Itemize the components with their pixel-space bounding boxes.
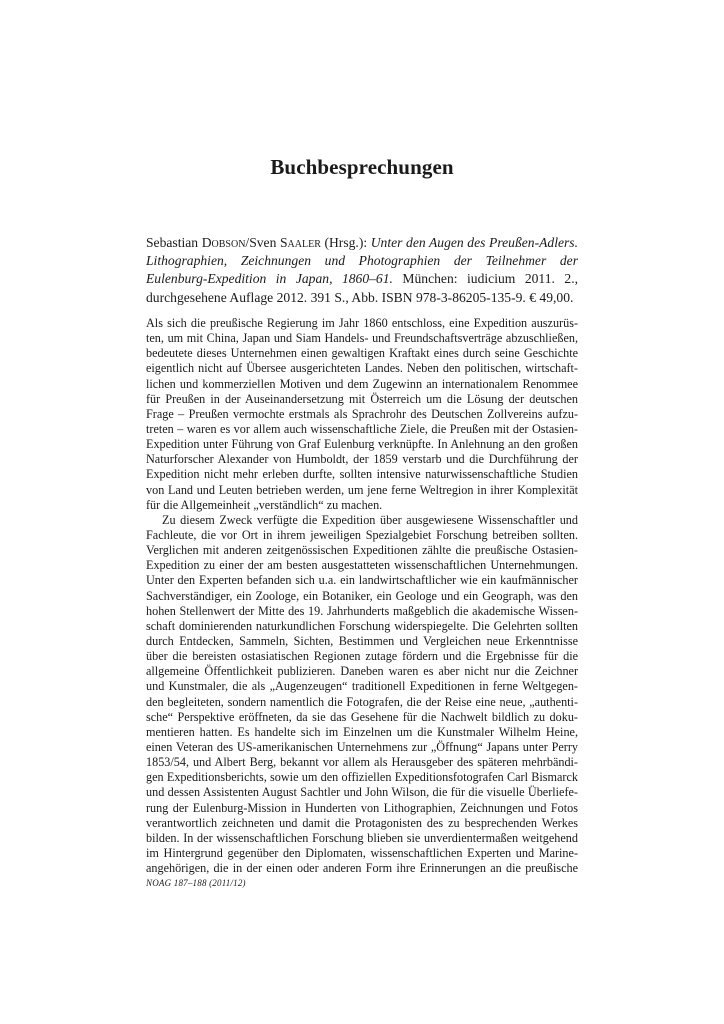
- body-line: lichen und kommerziellen Motiven und dem Zugewinn an internationalem Renommee: [146, 376, 578, 391]
- body-line: 1853/54, und Albert Berg, bekannt vor allem als Herausgeber des späteren mehrbändi-: [146, 755, 578, 770]
- body-line: Fachleute, die vor Ort in ihrem jeweiligen Spezialgebiet Forschung betreiben sollten.: [146, 527, 578, 542]
- body-line: schaft dominierenden naturkundlichen Forschung widerspiegelte. Die Gelehrten sollten: [146, 618, 578, 633]
- body-line: allgemeine Öffentlichkeit publizieren. Daneben waren es aber nicht nur die Zeichner: [146, 664, 578, 679]
- publication-details: München: iudicium 2011. 2., durchgesehene Auflage 2012. 391 S., Abb. ISBN 978-3-86205-135-9. € 49,00.: [146, 271, 579, 305]
- body-line: hohen Stellenwert der Mitte des 19. Jahrhunderts maßgeblich die akademische Wissen-: [146, 603, 578, 618]
- page-title: Buchbesprechungen: [270, 155, 454, 179]
- body-line: mentieren hatten. Es handelte sich im Einzelnen um die Kunstmaler Wilhelm Heine,: [146, 724, 578, 739]
- body-line: Verglichen mit anderen zeitgenössischen Expeditionen zählte die preußische Ostasien-: [146, 543, 578, 558]
- body-line: rung der Eulenburg-Mission in Hunderten von Lithographien, Zeichnungen und Fotos: [146, 800, 578, 815]
- body-line: Sachverständiger, ein Zoologe, ein Botaniker, ein Geologe und ein Geograph, was den: [146, 588, 578, 603]
- author2-last-name: Saaler: [279, 235, 321, 250]
- body-line: Expedition unter Führung von Graf Eulenburg verknüpfte. In Anlehnung an den großen: [146, 437, 578, 452]
- body-line: bedeutete dieses Unternehmen einen gewaltigen Kraftakt eines durch seine Geschichte: [146, 346, 578, 361]
- body-line: verantwortlich zeichneten und damit die Protagonisten des zu besprechenden Werkes: [146, 815, 578, 830]
- review-body: [146, 316, 578, 876]
- author1-first-name: Sebastian: [146, 235, 202, 250]
- body-line: Unter den Experten befanden sich u.a. ein landwirtschaftlicher wie ein kaufmännischer: [146, 573, 578, 588]
- body-line: für die Allgemeinheit „verständlich“ zu machen.: [146, 497, 383, 512]
- journal-footer: NOAG 187–188 (2011/12): [146, 878, 246, 888]
- editor-role: (Hrsg.):: [320, 235, 371, 250]
- body-line: von Land und Leuten betrieben werden, um jene ferne Weltregion in ihrer Komplexität: [146, 482, 578, 497]
- book-citation: [146, 234, 578, 307]
- body-line: den begleiteten, sondern namentlich die Fotografen, die der Reise eine neue, „authenti-: [146, 694, 578, 709]
- body-line: im Hintergrund gegenüber den Diplomaten, wissenschaftlichen Experten und Marine-: [146, 845, 578, 860]
- body-line: Frage – Preußen vermochte erstmals als Sprachrohr des Deutschen Zollvereins aufzu-: [146, 406, 578, 421]
- author2-first-name: Sven: [249, 235, 280, 250]
- body-line: und Kunstmaler, die als „Augenzeugen“ traditionell Expeditionen in ferne Weltgegen-: [146, 679, 578, 694]
- body-line: und dessen Assistenten August Sachtler und John Wilson, die für die visuelle Überliefe-: [146, 785, 578, 800]
- body-line: über die bereisten ostasiatischen Regionen zutage fördern und die Ergebnisse für die: [146, 649, 578, 664]
- body-line: durch Entdecken, Sammeln, Sichten, Bestimmen und Vergleichen neue Erkenntnisse: [146, 633, 578, 648]
- body-line: eigentlich nicht auf Übersee ausgerichteten Landes. Neben den politischen, wirtschaft-: [146, 361, 578, 376]
- body-line: sche“ Perspektive eröffneten, da sie das Gesehene für die Nachwelt bildlich zu doku-: [146, 709, 578, 724]
- body-line: Naturforscher Alexander von Humboldt, der 1859 verstarb und die Durchführung der: [146, 452, 578, 467]
- body-line: Expedition nicht mehr erleben durfte, sollten intensive naturwissenschaftliche Studien: [146, 467, 578, 482]
- author1-last-name: Dobson: [201, 235, 246, 250]
- body-line: treten – waren es vor allem auch wissenschaftliche Ziele, die Preußen mit der Ostasien-: [146, 421, 578, 436]
- author-separator: /: [245, 235, 250, 250]
- body-line: gen Expeditionsberichts, sowie um den offiziellen Expeditionsfotografen Carl Bismarck: [146, 770, 578, 785]
- body-line: angehörigen, die in der einen oder anderen Form ihre Erinnerungen an die preußische: [146, 861, 578, 876]
- body-line: für Preußen in der Auseinandersetzung mit Österreich um die Lösung der deutschen: [146, 391, 578, 406]
- body-line: einen Veteran des US-amerikanischen Unternehmens zur „Öffnung“ Japans unter Perry: [146, 739, 578, 754]
- body-line: ten, um mit China, Japan und Siam Handels- und Freundschaftsverträge abzuschließen,: [146, 331, 578, 346]
- body-line: Zu diesem Zweck verfügte die Expedition über ausgewiesene Wissenschaftler und: [162, 512, 578, 527]
- body-line: bilden. In der wissenschaftlichen Forschung blieben sie unverdientermaßen weitgehend: [146, 830, 578, 845]
- body-line: Expedition zu einer der am besten ausgestatteten wissenschaftlichen Unternehmungen.: [146, 558, 578, 573]
- book-title: Unter den Augen des Preußen-Adlers. Lithographien, Zeichnungen und Photographien der Teilnehmer der Eulenburg-Expedition in Japan, 1860–61.: [146, 235, 578, 287]
- body-line: Als sich die preußische Regierung im Jahr 1860 entschloss, eine Expedition auszurüs-: [146, 316, 578, 330]
